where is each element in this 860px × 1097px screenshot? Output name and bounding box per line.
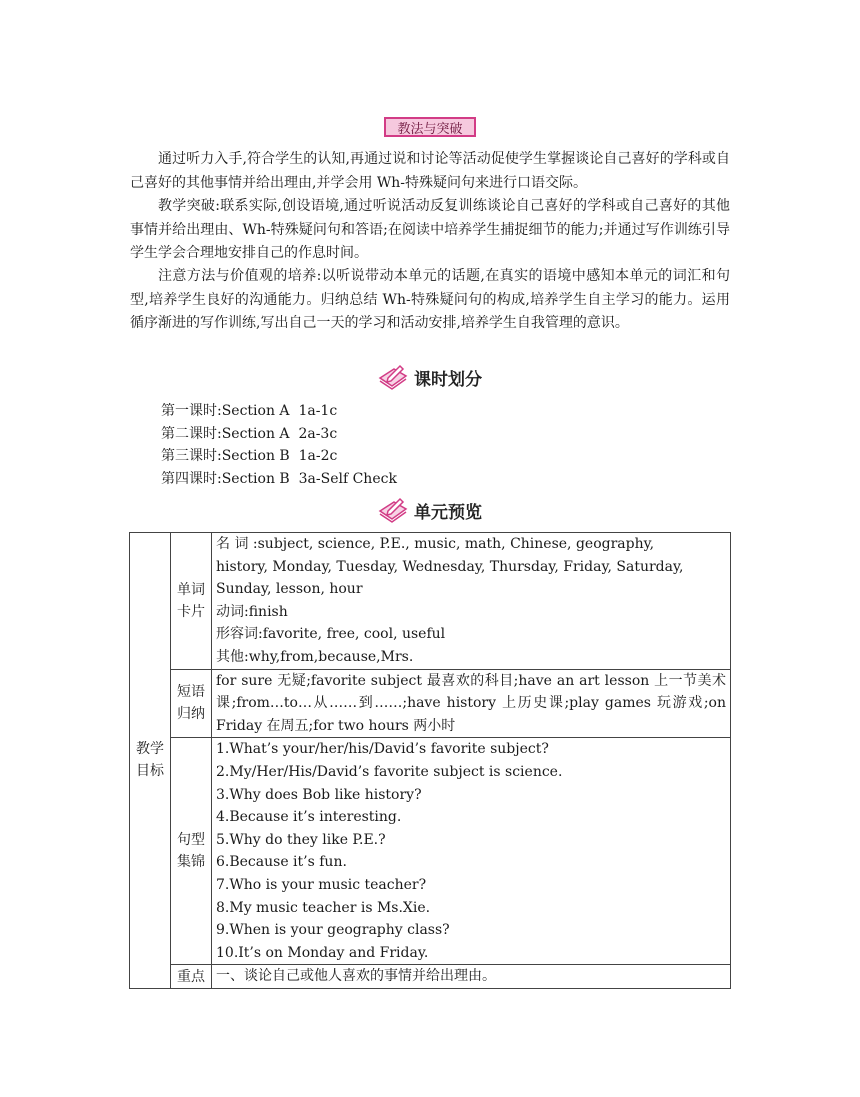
lesson-schedule-list — [161, 400, 397, 490]
section-heading-preview — [0, 497, 860, 523]
sentences-label: 句型集锦 — [171, 738, 212, 965]
section-title: 单元预览 — [414, 502, 482, 523]
section-banner: 教法与突破 — [384, 117, 476, 137]
sentence-line: 3.Why does Bob like history? — [216, 786, 422, 803]
vocab-line: 其他:why,from,because,Mrs. — [216, 648, 414, 665]
vocab-line: 形容词:favorite, free, cool, useful — [216, 626, 446, 643]
paragraph-method: 注意方法与价值观的培养:以听说带动本单元的话题,在真实的语境中感知本单元的词汇和句型,培养学生良好的沟通能力。归纳总结 Wh-特殊疑问句的构成,培养学生自主学习的能力。运用循序渐进的写作训练,写出自己一天的学习和活动安排,培养学生自我管理的意识。 — [130, 268, 730, 331]
unit-preview-table — [129, 532, 731, 989]
pencil-book-icon — [378, 364, 408, 390]
vocab-line: 动词:finish — [216, 603, 288, 620]
pencil-book-icon — [378, 497, 408, 523]
section-title: 课时划分 — [414, 369, 482, 390]
vocab-line: 名 词 :subject, science, P.E., music, math, Chinese, geography, — [216, 536, 655, 552]
sentence-line: 4.Because it’s interesting. — [216, 809, 402, 826]
paragraph-intro: 通过听力入手,符合学生的认知,再通过说和讨论等活动促使学生掌握谈论自己喜好的学科或自己喜好的其他事情并给出理由,并学会用 Wh-特殊疑问句来进行口语交际。 — [130, 151, 730, 191]
table-row — [130, 533, 731, 670]
vocab-content — [212, 533, 731, 670]
vocab-label: 单词卡片 — [171, 533, 212, 670]
table-row — [130, 738, 731, 965]
sentence-line: 10.It’s on Monday and Friday. — [216, 944, 429, 961]
sentence-line: 2.My/Her/His/David’s favorite subject is science. — [216, 763, 563, 780]
teaching-goals-label: 教学目标 — [130, 533, 171, 989]
schedule-item: 第二课时:Section A 2a-3c — [161, 425, 338, 442]
key-points-content: 一、谈论自己或他人喜欢的事情并给出理由。 — [212, 965, 731, 989]
phrases-label: 短语归纳 — [171, 669, 212, 738]
sentence-line: 9.When is your geography class? — [216, 922, 450, 939]
section-heading-schedule — [0, 364, 860, 390]
table-row — [130, 965, 731, 989]
schedule-item: 第三课时:Section B 1a-2c — [161, 448, 338, 465]
vocab-line: Sunday, lesson, hour — [216, 581, 363, 598]
sentence-line: 7.Who is your music teacher? — [216, 876, 427, 893]
schedule-item: 第一课时:Section A 1a-1c — [161, 403, 338, 419]
sentence-line: 8.My music teacher is Ms.Xie. — [216, 899, 431, 916]
schedule-item: 第四课时:Section B 3a-Self Check — [161, 470, 397, 487]
sentence-line: 1.What’s your/her/his/David’s favorite subject? — [216, 741, 549, 758]
table-row — [130, 669, 731, 738]
phrases-content: for sure 无疑;favorite subject 最喜欢的科目;have an art lesson 上一节美术课;from…to…从……到……;have history 上历史课;play games 玩游戏;on Friday 在周五;for two hours 两小时 — [212, 669, 731, 738]
paragraph-breakthrough: 教学突破:联系实际,创设语境,通过听说活动反复训练谈论自己喜好的学科或自己喜好的其他事情并给出理由、Wh-特殊疑问句和答语;在阅读中培养学生捕捉细节的能力;并通过写作训练引导学生学会合理地安排自己的作息时间。 — [130, 198, 730, 261]
sentence-line: 6.Because it’s fun. — [216, 854, 347, 871]
sentence-line: 5.Why do they like P.E.? — [216, 831, 386, 848]
vocab-line: history, Monday, Tuesday, Wednesday, Thursday, Friday, Saturday, — [216, 558, 684, 575]
key-points-label: 重点 — [171, 965, 212, 989]
sentences-content — [212, 738, 731, 965]
